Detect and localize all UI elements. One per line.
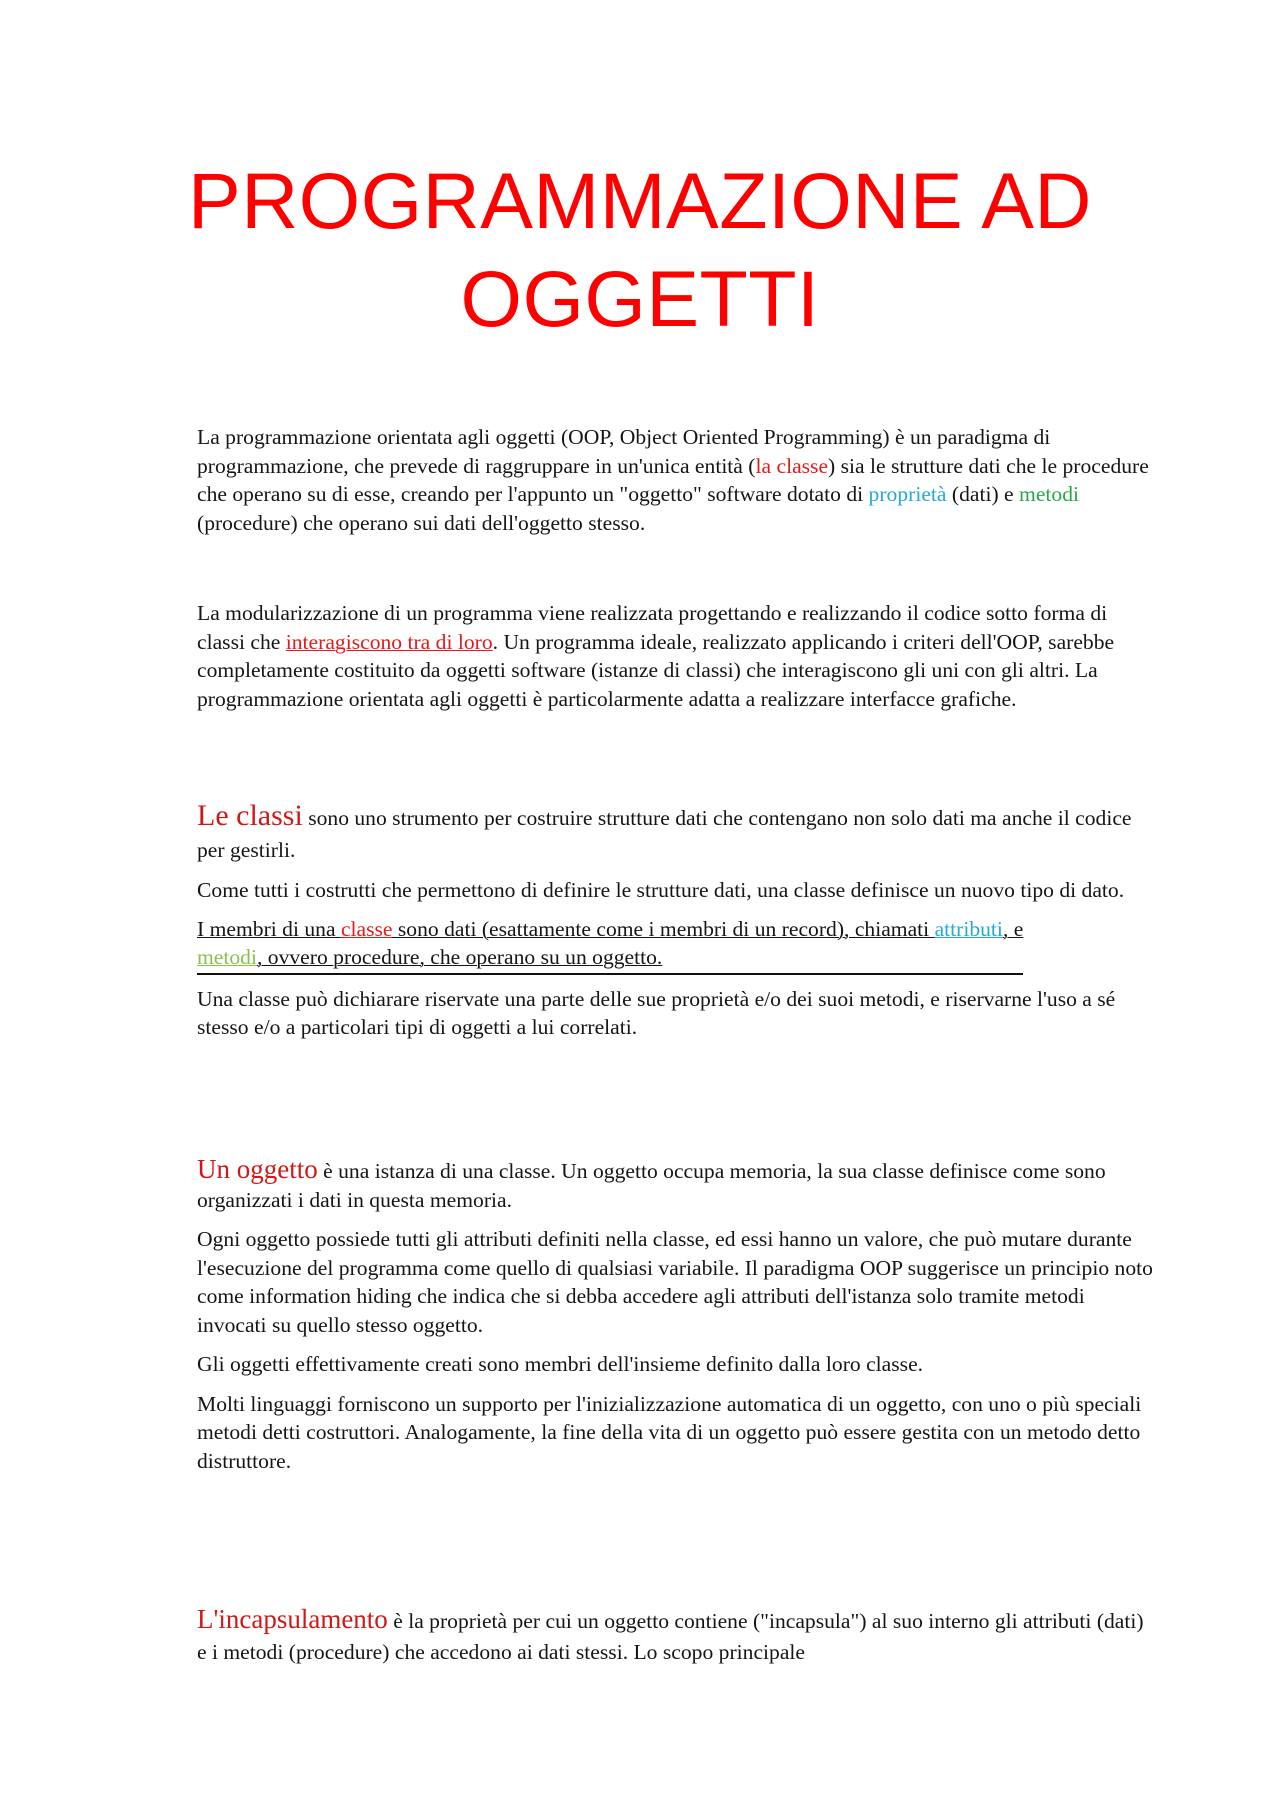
oggetto-p1: è una istanza di una classe. Un oggetto occupa memoria, la sua classe definisce come sono organizzati i dati in questa memoria. [197,1159,1106,1212]
interagiscono-link[interactable]: interagiscono tra di loro [285,629,493,654]
title-line-1: PROGRAMMAZIONE AD [188,156,1092,245]
classi-p3-d: , ovvero procedure, che operano su un oggetto. [256,945,663,969]
classi-p1: sono uno strumento per costruire strutture dati che contengano non solo dati ma anche il codice per gestirli. [197,806,1132,862]
incapsulamento-p1: è la proprietà per cui un oggetto contiene ("incapsula") al suo interno gli attributi (dati) e i metodi (procedure) che accedono ai dati stessi. Lo scopo principale [197,1609,1144,1664]
oggetto-p3: Gli oggetti effettivamente creati sono membri dell'insieme definito dalla loro classe. [197,1352,924,1376]
intro-text-3: (dati) e [946,482,1020,506]
title-line-2: OGGETTI [460,254,820,343]
modular-text-2: . Un programma ideale, realizzato applicando i criteri dell'OOP, sarebbe completamente costituito da oggetti software (istanze di classi) che interagiscono gli uni con gli altri. La programmazione orientata agli oggetti è particolarmente adatta a realizzare interfacce grafiche. [197,629,1115,711]
classi-p3-c: , e [1002,916,1024,941]
oggetto-section [197,1155,1157,1475]
oggetto-heading: Un oggetto [197,1154,318,1184]
classi-p3-b: sono dati (esattamente come i membri di un record), chiamati [392,916,935,941]
incapsulamento-heading: L'incapsulamento [197,1604,388,1634]
classi-p4: Una classe può dichiarare riservate una parte delle sue proprietà e/o dei suoi metodi, e riservarne l'uso a sé stesso e/o a particolari tipi di oggetti a lui correlati. [197,986,1116,1039]
classi-section [197,800,1157,1042]
classi-heading: Le classi [197,799,303,832]
modular-text-1: La modularizzazione di un programma viene realizzata progettando e realizzando il codice sotto forma di classi che [197,601,1108,654]
metodi-term-2: metodi [197,945,257,969]
incapsulamento-section [197,1604,1157,1668]
classi-members-block [197,915,1023,975]
document-title [150,152,1130,348]
metodi-term: metodi [1019,482,1080,506]
modular-paragraph [197,599,1157,713]
la-classe-term: la classe [755,453,829,478]
intro-paragraph [197,423,1157,537]
oggetto-p2: Ogni oggetto possiede tutti gli attributi definiti nella classe, ed essi hanno un valore, che può mutare durante l'esecuzione del programma come quello di qualsiasi variabile. Il paradigma OOP suggerisce un principio noto come information hiding che indica che si debba accedere agli attributi dell'istanza solo tramite metodi invocati su quello stesso oggetto. [197,1227,1153,1337]
proprieta-term: proprietà [868,482,947,506]
classe-term: classe [340,916,393,941]
intro-text-2: ) sia le strutture dati che le procedure che operano su di esse, creando per l'appunto un "oggetto" software dotato di [197,453,1149,506]
attributi-term: attributi [934,916,1003,941]
classi-p2: Come tutti i costrutti che permettono di definire le strutture dati, una classe definisce un nuovo tipo di dato. [197,878,1125,902]
classi-p3-a: I membri di una [197,916,341,941]
intro-text-4: (procedure) che operano sui dati dell'oggetto stesso. [197,510,646,535]
oggetto-p4: Molti linguaggi forniscono un supporto per l'inizializzazione automatica di un oggetto, con uno o più speciali metodi detti costruttori. Analogamente, la fine della vita di un oggetto può essere gestita con un metodo detto distruttore. [197,1391,1142,1473]
intro-text-1: La programmazione orientata agli oggetti (OOP, Object Oriented Programming) è un paradigma di programmazione, che prevede di raggruppare in un'unica entità ( [197,425,1051,478]
